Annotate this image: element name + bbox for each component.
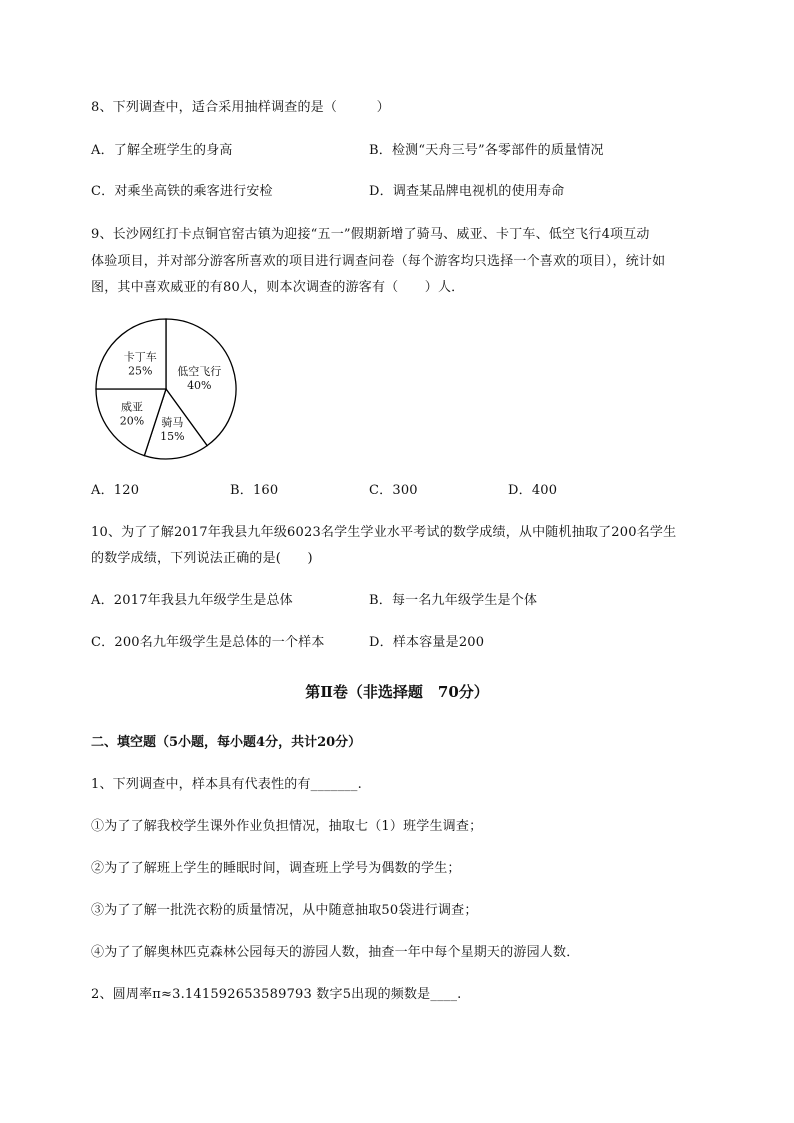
fill-1-item-2: ②为了了解班上学生的睡眠时间，调查班上学号为偶数的学生； [91, 861, 461, 876]
pie-slice-percent-4: 25% [128, 364, 153, 378]
q10-option-a: A．2017年我县九年级学生是总体 [91, 593, 293, 608]
question-9-stem-line-1: 9、长沙网红打卡点铜官窑古镇为迎接“五一”假期新增了骑马、威亚、卡丁车、低空飞行4项互动 [91, 227, 650, 242]
fill-2-stem: 2、圆周率π≈3.141592653589793 数字5出现的频数是____. [91, 987, 462, 1002]
fill-1-item-1: ①为了了解我校学生课外作业负担情况，抽取七（1）班学生调查； [91, 819, 483, 834]
pie-chart [91, 315, 243, 463]
pie-slice-percent-2: 15% [160, 430, 185, 444]
pie-slice-percent-1: 40% [187, 379, 212, 393]
q9-option-a: A．120 [91, 483, 140, 498]
fill-1-item-3: ③为了了解一批洗衣粉的质量情况，从中随意抽取50袋进行调查； [91, 903, 478, 918]
q9-option-b: B．160 [230, 483, 279, 498]
q8-option-c: C．对乘坐高铁的乘客进行安检 [91, 184, 273, 199]
fill-1-stem: 1、下列调查中，样本具有代表性的有_______. [91, 777, 362, 792]
question-10-stem-line-1: 10、为了了解2017年我县九年级6023名学生学业水平考试的数学成绩，从中随机抽取了200名学生 [91, 525, 677, 540]
q8-option-b: B．检测“天舟三号”各零部件的质量情况 [369, 143, 604, 158]
pie-slice-label-4: 卡丁车 [123, 350, 157, 364]
q8-option-d: D．调查某品牌电视机的使用寿命 [369, 184, 565, 199]
fill-1-item-4: ④为了了解奥林匹克森林公园每天的游园人数，抽查一年中每个星期天的游园人数． [91, 945, 580, 960]
pie-slice-label-1: 低空飞行 [177, 365, 222, 379]
q10-option-c: C．200名九年级学生是总体的一个样本 [91, 635, 325, 650]
q8-option-a: A．了解全班学生的身高 [91, 143, 233, 158]
q10-option-b: B．每一名九年级学生是个体 [369, 593, 538, 608]
q10-option-d: D．样本容量是200 [369, 635, 485, 650]
question-10-stem-line-2: 的数学成绩，下列说法正确的是( ) [91, 551, 313, 566]
q9-option-c: C．300 [369, 483, 418, 498]
pie-slice-percent-3: 20% [119, 414, 145, 428]
pie-slice-label-2: 骑马 [161, 416, 184, 430]
question-8-stem: 8、下列调查中，适合采用抽样调查的是（ ） [91, 100, 390, 115]
fill-in-blank-part-title: 二、填空题（5小题，每小题4分，共计20分） [91, 735, 362, 750]
question-9-stem-line-3: 图，其中喜欢威亚的有80人，则本次调查的游客有（ ）人． [91, 280, 465, 295]
section-2-title: 第Ⅱ卷（非选择题 70分） [305, 683, 489, 701]
q9-option-d: D．400 [508, 483, 558, 498]
question-9-stem-line-2: 体验项目，并对部分游客所喜欢的项目进行调查问卷（每个游客均只选择一个喜欢的项目），统计如 [91, 254, 666, 269]
pie-slice-label-3: 威亚 [121, 400, 143, 414]
